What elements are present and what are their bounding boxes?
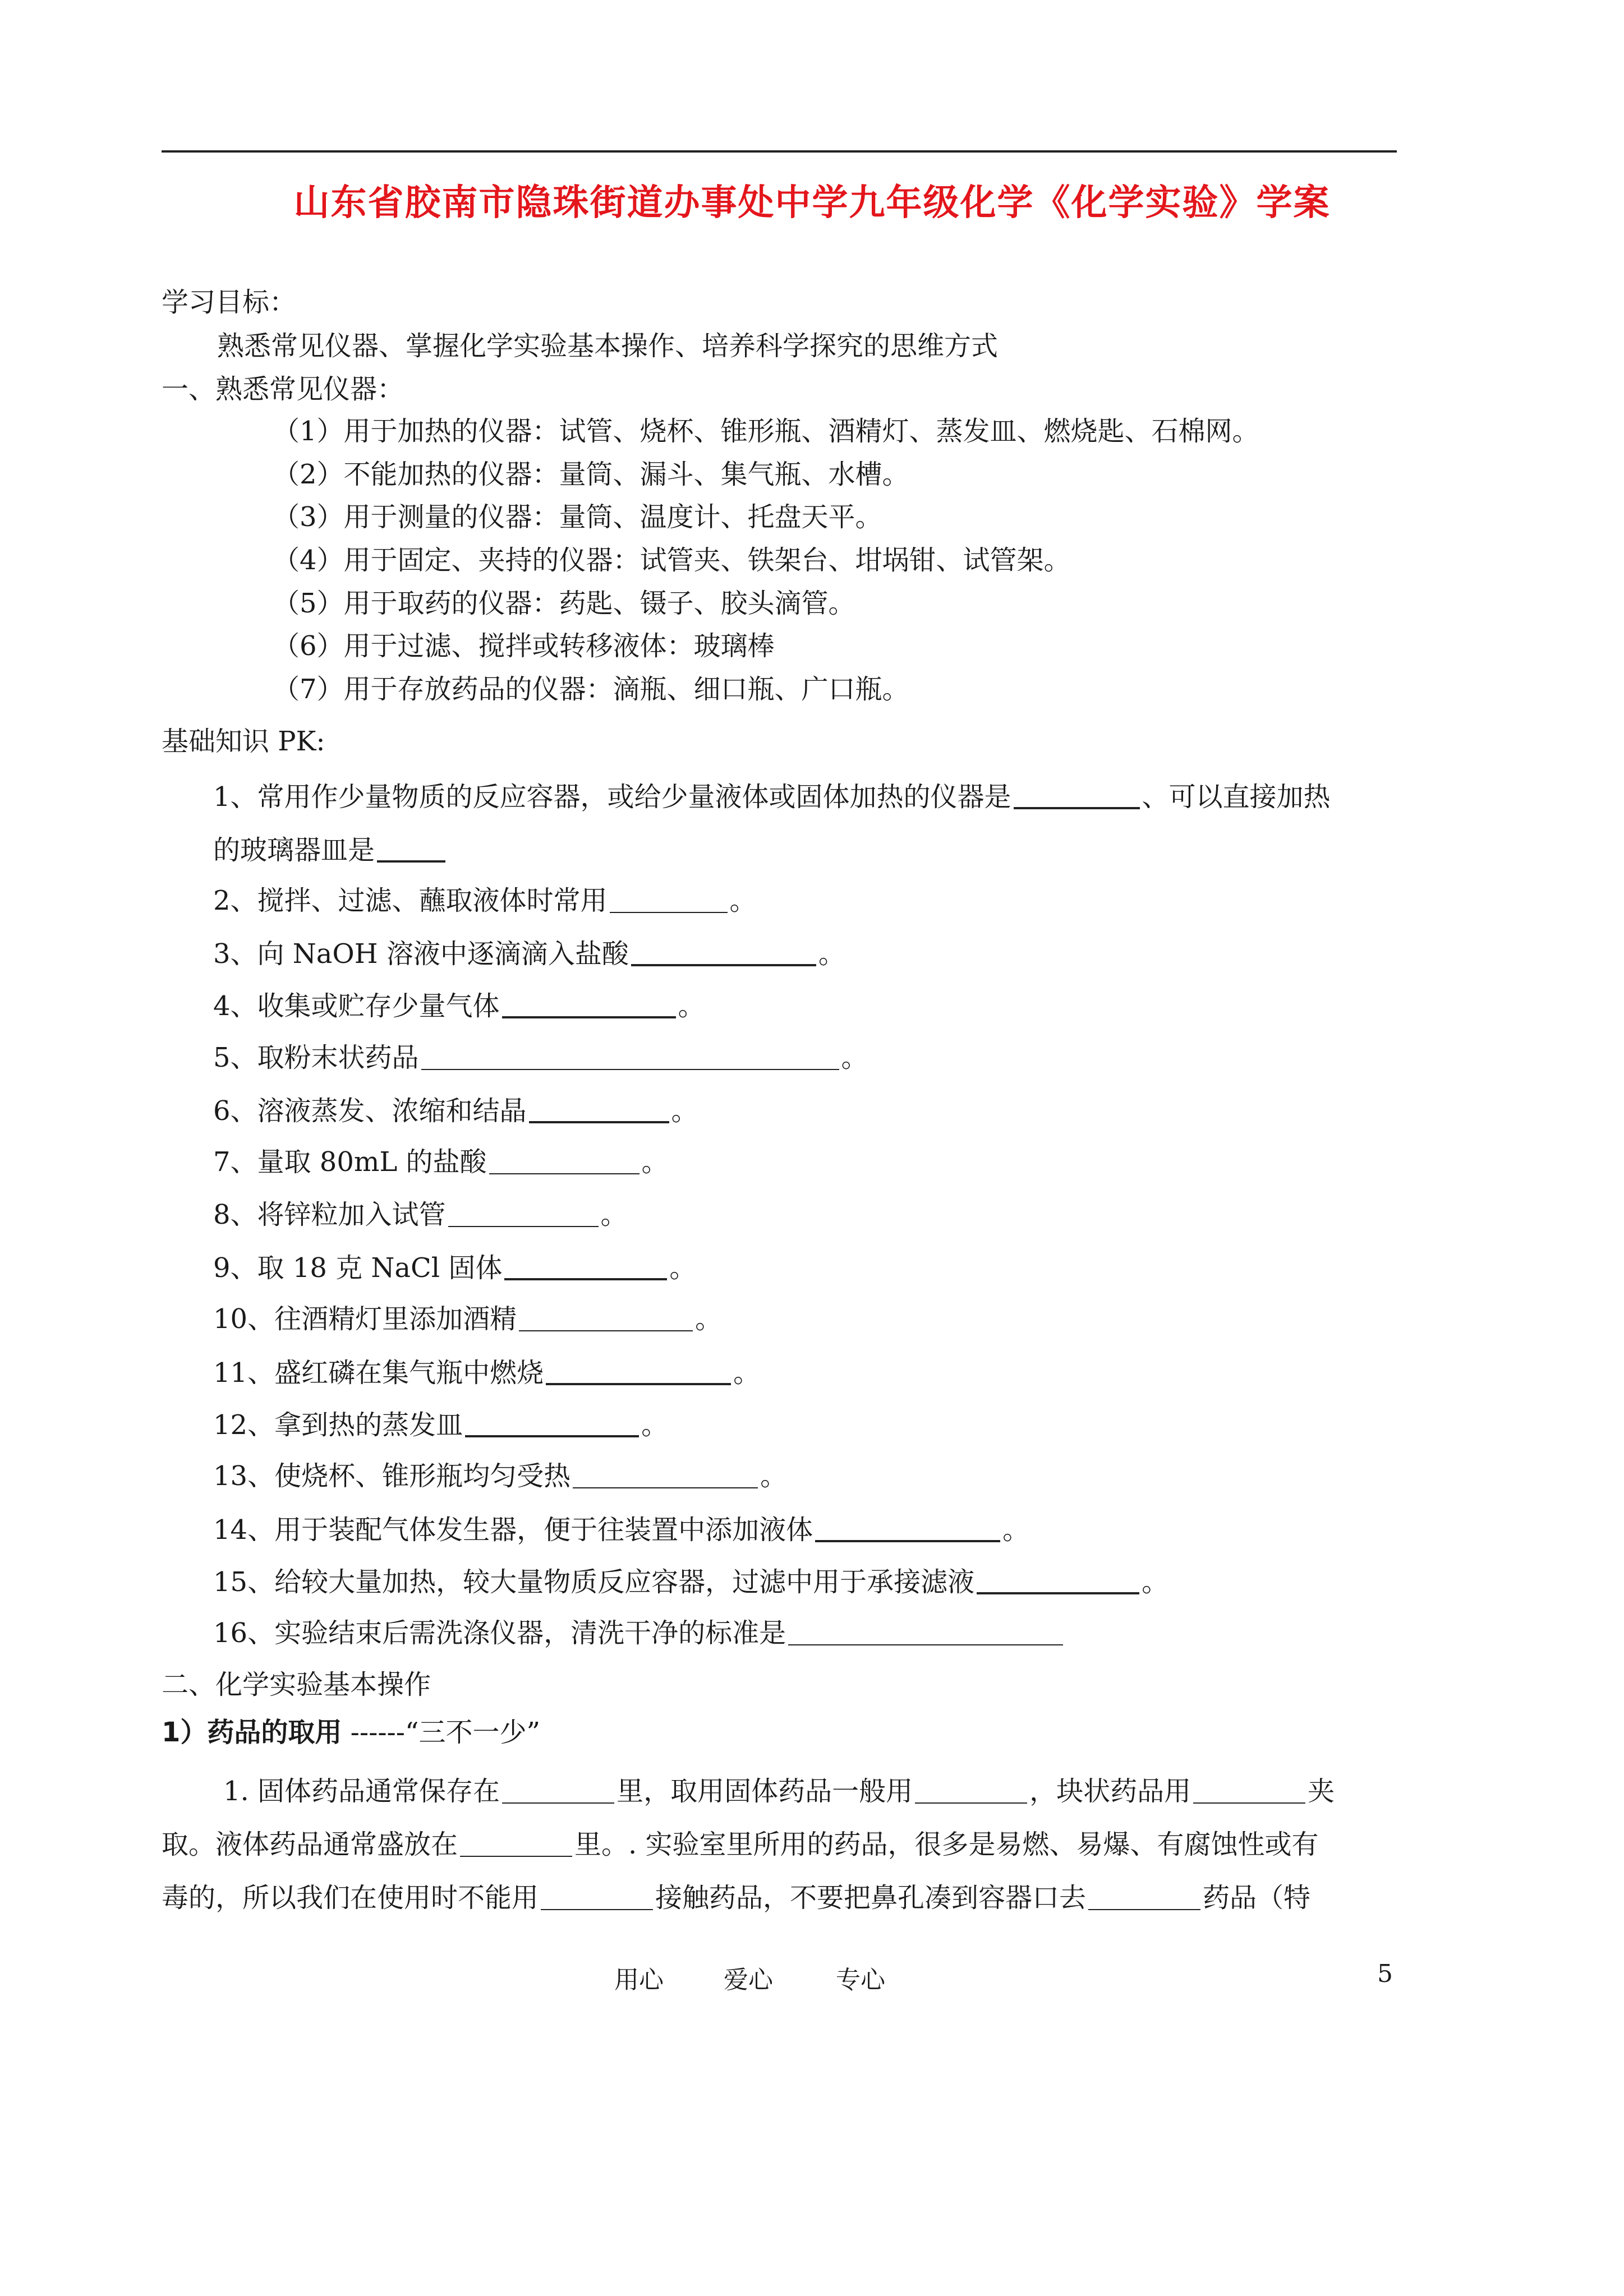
footer-motto-3: 专心 bbox=[836, 1966, 885, 1994]
instrument-item-1: （1）用于加热的仪器：试管、烧杯、锥形瓶、酒精灯、蒸发皿、燃烧匙、石棉网。 bbox=[273, 416, 1259, 447]
section1-heading: 一、熟悉常见仪器： bbox=[162, 374, 404, 405]
answer-blank[interactable] bbox=[1193, 1778, 1305, 1804]
pk-question-2: 2、搅拌、过滤、蘸取液体时常用 。 bbox=[213, 885, 757, 916]
pk-question-1-cont: 的玻璃器皿是 bbox=[213, 836, 448, 864]
instrument-item-7: （7）用于存放药品的仪器：滴瓶、细口瓶、广口瓶。 bbox=[273, 674, 909, 705]
answer-blank[interactable] bbox=[529, 1096, 669, 1123]
paragraph-line-2: 取。液体药品通常盛放在 里。. 实验室里所用的药品，很多是易燃、易爆、有腐蚀性或有 bbox=[162, 1829, 1319, 1860]
pk-question-10: 10、往酒精灯里添加酒精 。 bbox=[213, 1303, 723, 1335]
answer-blank[interactable] bbox=[502, 992, 676, 1018]
page-title: 山东省胶南市隐珠街道办事处中学九年级化学《化学实验》学案 bbox=[293, 182, 1331, 224]
pk-question-8: 8、将锌粒加入试管 。 bbox=[213, 1199, 628, 1230]
answer-blank[interactable] bbox=[631, 939, 816, 966]
pk-question-15: 15、给较大量加热，较大量物质反应容器，过滤中用于承接滤液 。 bbox=[213, 1566, 1169, 1598]
section2-heading: 二、化学实验基本操作 bbox=[162, 1669, 431, 1700]
answer-blank[interactable] bbox=[1014, 782, 1140, 809]
answer-blank[interactable] bbox=[448, 1201, 599, 1227]
footer-motto-1: 用心 bbox=[614, 1966, 664, 1994]
objectives-text: 熟悉常见仪器、掌握化学实验基本操作、培养科学探究的思维方式 bbox=[217, 330, 999, 362]
answer-blank[interactable] bbox=[977, 1567, 1139, 1594]
paragraph-line-1: 1. 固体药品通常保存在 里，取用固体药品一般用 ，块状药品用 夹 bbox=[223, 1776, 1335, 1807]
answer-blank[interactable] bbox=[1088, 1884, 1200, 1910]
pk-question-12: 12、拿到热的蒸发皿 。 bbox=[213, 1409, 669, 1441]
page-number: 5 bbox=[1377, 1960, 1393, 1988]
answer-blank[interactable] bbox=[541, 1884, 653, 1910]
answer-blank[interactable] bbox=[610, 887, 728, 913]
answer-blank[interactable] bbox=[460, 1831, 572, 1857]
pk-question-16: 16、实验结束后需洗涤仪器，清洗干净的标准是 bbox=[213, 1620, 1065, 1647]
answer-blank[interactable] bbox=[546, 1358, 731, 1385]
answer-blank[interactable] bbox=[421, 1044, 839, 1070]
footer-motto-2: 爱心 bbox=[724, 1966, 773, 1994]
pk-heading: 基础知识 PK: bbox=[162, 726, 325, 757]
answer-blank[interactable] bbox=[489, 1149, 640, 1174]
answer-blank[interactable] bbox=[504, 1253, 667, 1280]
pk-question-5: 5、取粉末状药品 。 bbox=[213, 1042, 868, 1073]
instrument-item-2: （2）不能加热的仪器：量筒、漏斗、集气瓶、水槽。 bbox=[273, 459, 909, 490]
instrument-item-4: （4）用于固定、夹持的仪器：试管夹、铁架台、坩埚钳、试管架。 bbox=[273, 545, 1071, 576]
answer-blank[interactable] bbox=[465, 1410, 639, 1437]
answer-blank[interactable] bbox=[573, 1463, 758, 1488]
answer-blank[interactable] bbox=[788, 1620, 1063, 1645]
pk-question-9: 9、取 18 克 NaCl 固体 。 bbox=[213, 1252, 697, 1284]
instrument-item-3: （3）用于测量的仪器：量筒、温度计、托盘天平。 bbox=[273, 501, 882, 533]
instrument-item-5: （5）用于取药的仪器：药匙、镊子、胶头滴管。 bbox=[273, 588, 855, 619]
pk-question-13: 13、使烧杯、锥形瓶均匀受热 。 bbox=[213, 1460, 788, 1492]
pk-question-11: 11、盛红磷在集气瓶中燃烧 。 bbox=[213, 1357, 761, 1389]
objectives-heading: 学习目标： bbox=[162, 287, 297, 318]
answer-blank[interactable] bbox=[915, 1778, 1027, 1804]
instrument-item-6: （6）用于过滤、搅拌或转移液体：玻璃棒 bbox=[273, 630, 775, 662]
header-rule bbox=[162, 150, 1397, 153]
pk-question-1: 1、常用作少量物质的反应容器，或给少量液体或固体加热的仪器是 、可以直接加热 bbox=[213, 781, 1331, 813]
pk-question-3: 3、向 NaOH 溶液中逐滴滴入盐酸 。 bbox=[213, 938, 845, 970]
paragraph-line-3: 毒的，所以我们在使用时不能用 接触药品，不要把鼻孔凑到容器口去 药品（特 bbox=[162, 1882, 1311, 1914]
answer-blank[interactable] bbox=[502, 1778, 614, 1804]
answer-blank[interactable] bbox=[519, 1306, 693, 1331]
pk-question-7: 7、量取 80mL 的盐酸 。 bbox=[213, 1146, 669, 1178]
pk-question-6: 6、溶液蒸发、浓缩和结晶 。 bbox=[213, 1095, 698, 1127]
section2-sub1: 1）药品的取用 ------“三不一少” bbox=[162, 1717, 541, 1748]
answer-blank[interactable] bbox=[815, 1515, 1000, 1542]
answer-blank[interactable] bbox=[377, 836, 445, 863]
pk-question-4: 4、收集或贮存少量气体 。 bbox=[213, 990, 705, 1022]
pk-question-14: 14、用于装配气体发生器，便于往装置中添加液体 。 bbox=[213, 1514, 1030, 1546]
